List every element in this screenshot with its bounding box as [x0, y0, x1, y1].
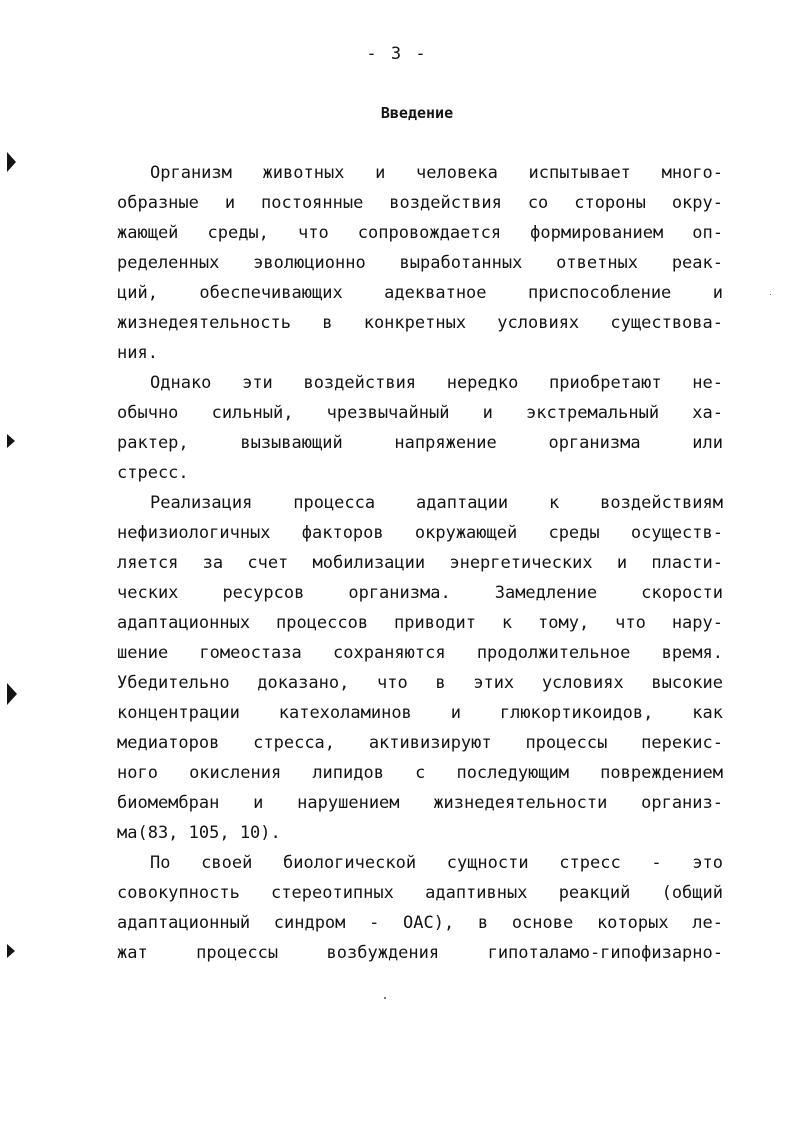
text-line: медиаторов стресса, активизируют процессы перекис- [117, 733, 723, 753]
text-line: биомембран и нарушением жизнедеятельности организ- [117, 793, 723, 813]
text-line: обычно сильный, чрезвычайный и экстремальный ха- [117, 403, 723, 423]
text-line: Организм животных и человека испытывает много- [150, 163, 723, 183]
text-line: ма(83, 105, 10). [117, 823, 281, 843]
page-number: - 3 - [366, 44, 428, 64]
text-line: нефизиологичных факторов окружающей среды осуществ- [117, 523, 723, 543]
text-line: ределенных эволюционно выработанных ответных реак- [117, 253, 723, 273]
text-line: адаптационных процессов приводит к тому, что нару- [117, 613, 723, 633]
text-line: Однако эти воздействия нередко приобретают не- [150, 373, 723, 393]
text-line: стресс. [117, 463, 189, 483]
text-line: образные и постоянные воздействия со стороны окру- [117, 193, 723, 213]
scan-speck [770, 294, 771, 295]
text-line: жат процессы возбуждения гипоталамо-гипофизарно- [117, 943, 723, 963]
scan-margin-mark [7, 152, 16, 172]
text-line: По своей биологической сущности стресс - это [150, 853, 723, 873]
text-line: шение гомеостаза сохраняются продолжительное время. [117, 643, 723, 663]
text-line: ляется за счет мобилизации энергетических и пласти- [117, 553, 723, 573]
text-line: ческих ресурсов организма. Замедление скорости [117, 583, 723, 603]
scan-margin-mark [7, 434, 15, 448]
text-line: концентрации катехоламинов и глюкортикоидов, как [117, 703, 723, 723]
text-line: рактер, вызывающий напряжение организма или [117, 433, 723, 453]
scan-margin-mark [7, 683, 17, 705]
text-line: жизнедеятельность в конкретных условиях существова- [117, 313, 723, 333]
text-line: ного окисления липидов с последующим повреждением [117, 763, 723, 783]
text-line: совокупность стереотипных адаптивных реакций (общий [117, 883, 723, 903]
text-line: Убедительно доказано, что в этих условиях высокие [117, 673, 723, 693]
text-line: ций, обеспечивающих адекватное приспособление и [117, 283, 723, 303]
section-heading: Введение [380, 104, 454, 122]
text-line: Реализация процесса адаптации к воздействиям [150, 493, 723, 513]
scan-margin-mark [7, 944, 15, 958]
scan-speck [384, 997, 386, 999]
text-line: ния. [117, 343, 158, 363]
text-line: жающей среды, что сопровождается формированием оп- [117, 223, 723, 243]
text-line: адаптационный синдром - ОАС), в основе которых ле- [117, 913, 723, 933]
